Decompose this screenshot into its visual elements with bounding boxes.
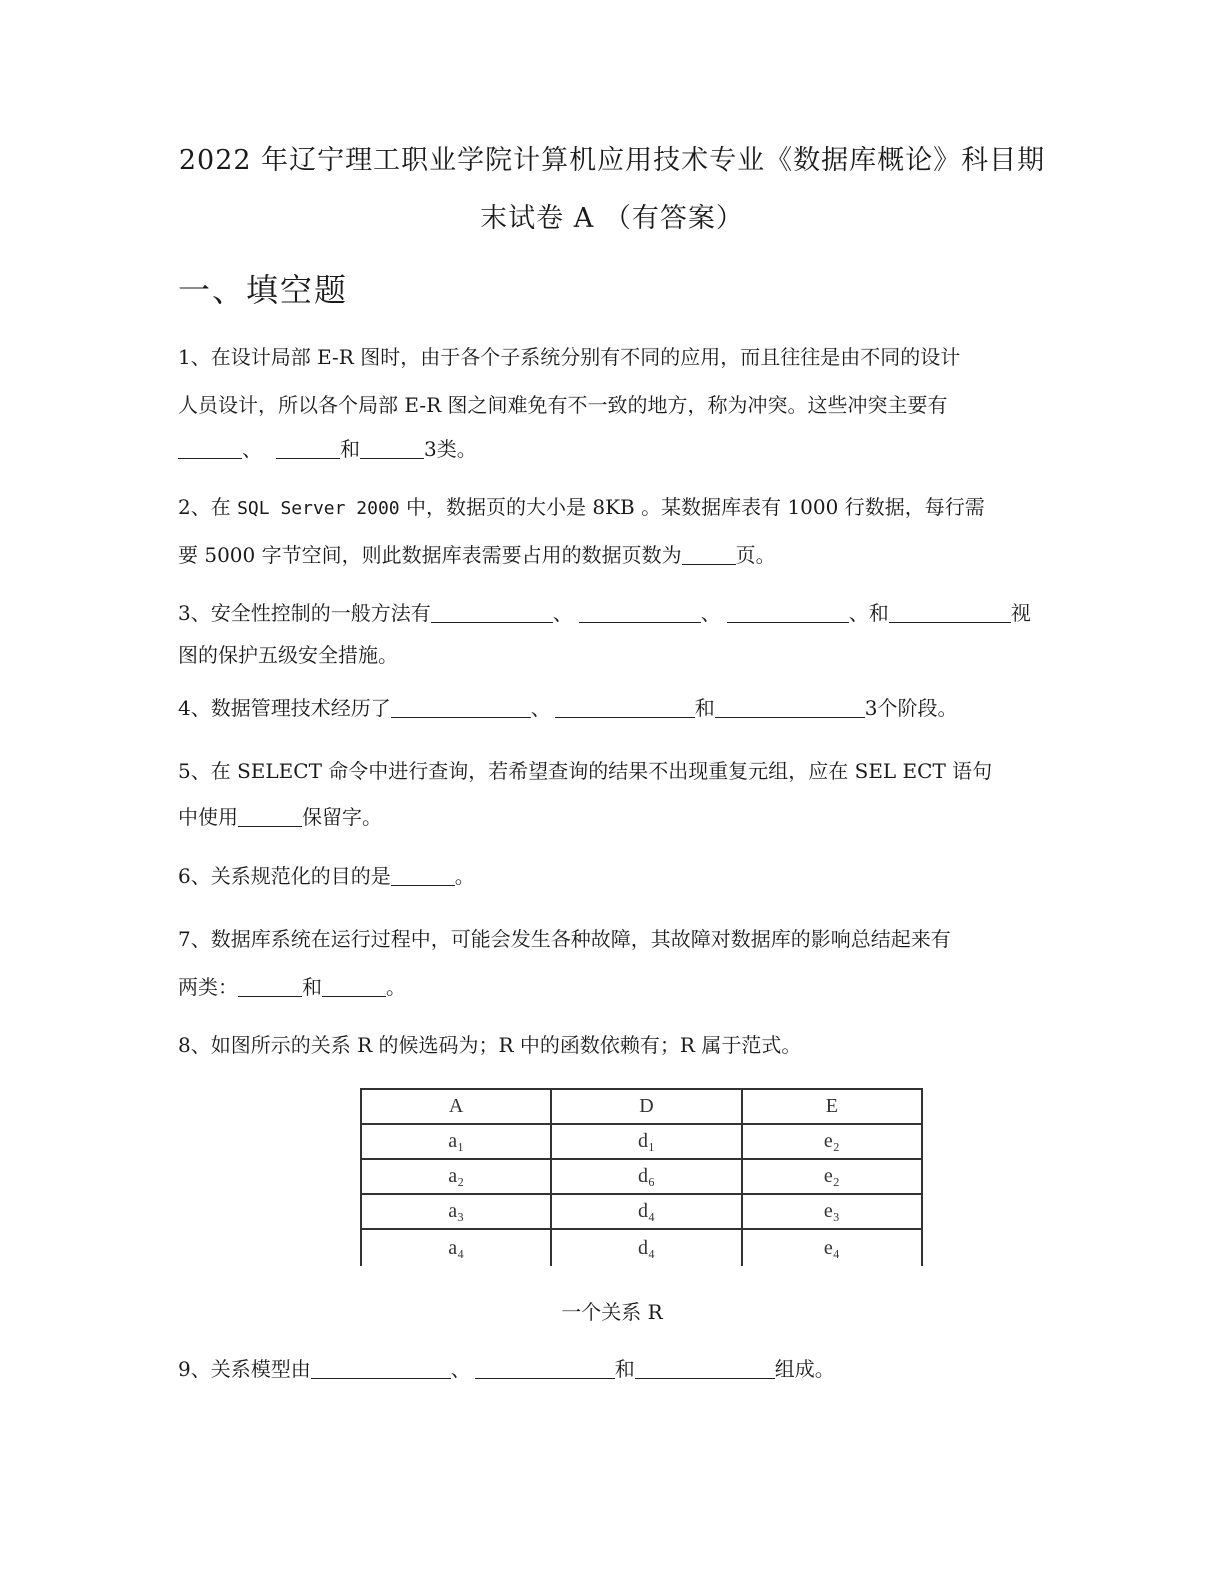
column-header: A [361,1089,551,1124]
question-1-line-1: 1、在设计局部 E-R 图时，由于各个子系统分别有不同的应用，而且往往是由不同的设计 [178,345,961,369]
question-5-line-1: 5、在 SELECT 命令中进行查询，若希望查询的结果不出现重复元组，应在 SEL ECT 语句 [178,759,993,783]
text-segment: 两类： [178,975,238,999]
text-segment: 6、关系规范化的目的是 [178,864,391,888]
text-segment: 要 5000 字节空间，则此数据库表需要占用的数据页数为 [178,543,682,567]
suffix-text: 组成。 [774,1357,835,1381]
separator: 、 [700,601,721,625]
connector-text: 和 [614,1357,635,1381]
table-cell: a₂ [361,1159,551,1194]
answer-blank[interactable] [391,865,455,886]
table-row [361,1159,922,1194]
question-7-line-1: 7、数据库系统在运行过程中，可能会发生各种故障，其故障对数据库的影响总结起来有 [178,927,951,951]
answer-blank[interactable] [360,438,424,459]
answer-blank[interactable] [682,544,736,565]
answer-blank[interactable] [322,976,386,997]
table-cell: e₂ [742,1124,922,1159]
answer-blank[interactable] [635,1358,775,1379]
table-cell: e₃ [742,1194,922,1229]
exam-title-line-1: 2022 年辽宁理工职业学院计算机应用技术专业《数据库概论》科目期 [178,145,1046,176]
question-6-line-1 [178,860,475,889]
question-8-line-1: 8、如图所示的关系 R 的候选码为；R 中的函数依赖有；R 属于范式。 [178,1033,802,1057]
connector-text: 和 [302,975,322,999]
suffix-text: 保留字。 [302,805,382,829]
table-row [361,1229,922,1266]
table-cell: d₁ [551,1124,741,1159]
suffix-text: 视 [1010,601,1031,625]
separator: 、 [242,437,262,461]
answer-blank[interactable] [178,438,242,459]
separator: 、和 [848,601,889,625]
separator: 、 [450,1357,471,1381]
table-row [361,1194,922,1229]
answer-blank[interactable] [889,602,1011,623]
separator: 、 [530,696,551,720]
answer-blank[interactable] [555,697,695,718]
text-segment: 4、数据管理技术经历了 [178,696,391,720]
table-cell: a₃ [361,1194,551,1229]
question-2-line-1 [178,491,985,520]
section-heading: 一、填空题 [178,271,349,309]
question-5-line-2 [178,801,382,830]
answer-blank[interactable] [475,1358,615,1379]
table-cell: d₄ [551,1229,741,1266]
table-cell: d₄ [551,1194,741,1229]
answer-blank[interactable] [431,602,553,623]
question-1-line-3 [178,433,477,462]
answer-blank[interactable] [311,1358,451,1379]
question-3-line-2: 图的保护五级安全措施。 [178,643,398,667]
figure-caption: 一个关系 R [561,1300,663,1324]
table-cell: a₄ [361,1229,551,1266]
suffix-text: 3类。 [424,437,477,461]
suffix-text: 。 [386,975,406,999]
table-cell: d₆ [551,1159,741,1194]
answer-blank[interactable] [715,697,865,718]
text-segment: 中使用 [178,805,238,829]
answer-blank[interactable] [276,438,340,459]
answer-blank[interactable] [727,602,849,623]
text-segment: 中，数据页的大小是 8KB 。某数据库表有 1000 行数据，每行需 [399,495,985,519]
answer-blank[interactable] [238,976,302,997]
question-7-line-2 [178,971,406,1000]
question-4-line-1 [178,692,957,721]
answer-blank[interactable] [238,806,302,827]
text-segment: 2、在 [178,495,238,519]
table-cell: e₂ [742,1159,922,1194]
exam-title-line-2: 末试卷 A （有答案） [480,203,744,234]
table-cell: a₁ [361,1124,551,1159]
question-1-line-2: 人员设计，所以各个局部 E-R 图之间难免有不一致的地方，称为冲突。这些冲突主要有 [178,393,948,417]
product-name: SQL Server 2000 [237,498,400,519]
relation-r-table [360,1088,923,1266]
suffix-text: 页。 [735,543,776,567]
text-segment: 3、安全性控制的一般方法有 [178,601,431,625]
question-9-line-1 [178,1353,835,1382]
answer-blank[interactable] [391,697,531,718]
table-row [361,1124,922,1159]
table-header-row [361,1089,922,1124]
question-3-line-1 [178,597,1031,626]
question-2-line-2 [178,539,776,568]
connector-text: 和 [694,696,715,720]
text-segment: 9、关系模型由 [178,1357,311,1381]
column-header: D [551,1089,741,1124]
answer-blank[interactable] [579,602,701,623]
table-cell: e₄ [742,1229,922,1266]
separator: 、 [552,601,573,625]
column-header: E [742,1089,922,1124]
suffix-text: 。 [454,864,475,888]
suffix-text: 3个阶段。 [864,696,958,720]
connector-text: 和 [340,437,360,461]
